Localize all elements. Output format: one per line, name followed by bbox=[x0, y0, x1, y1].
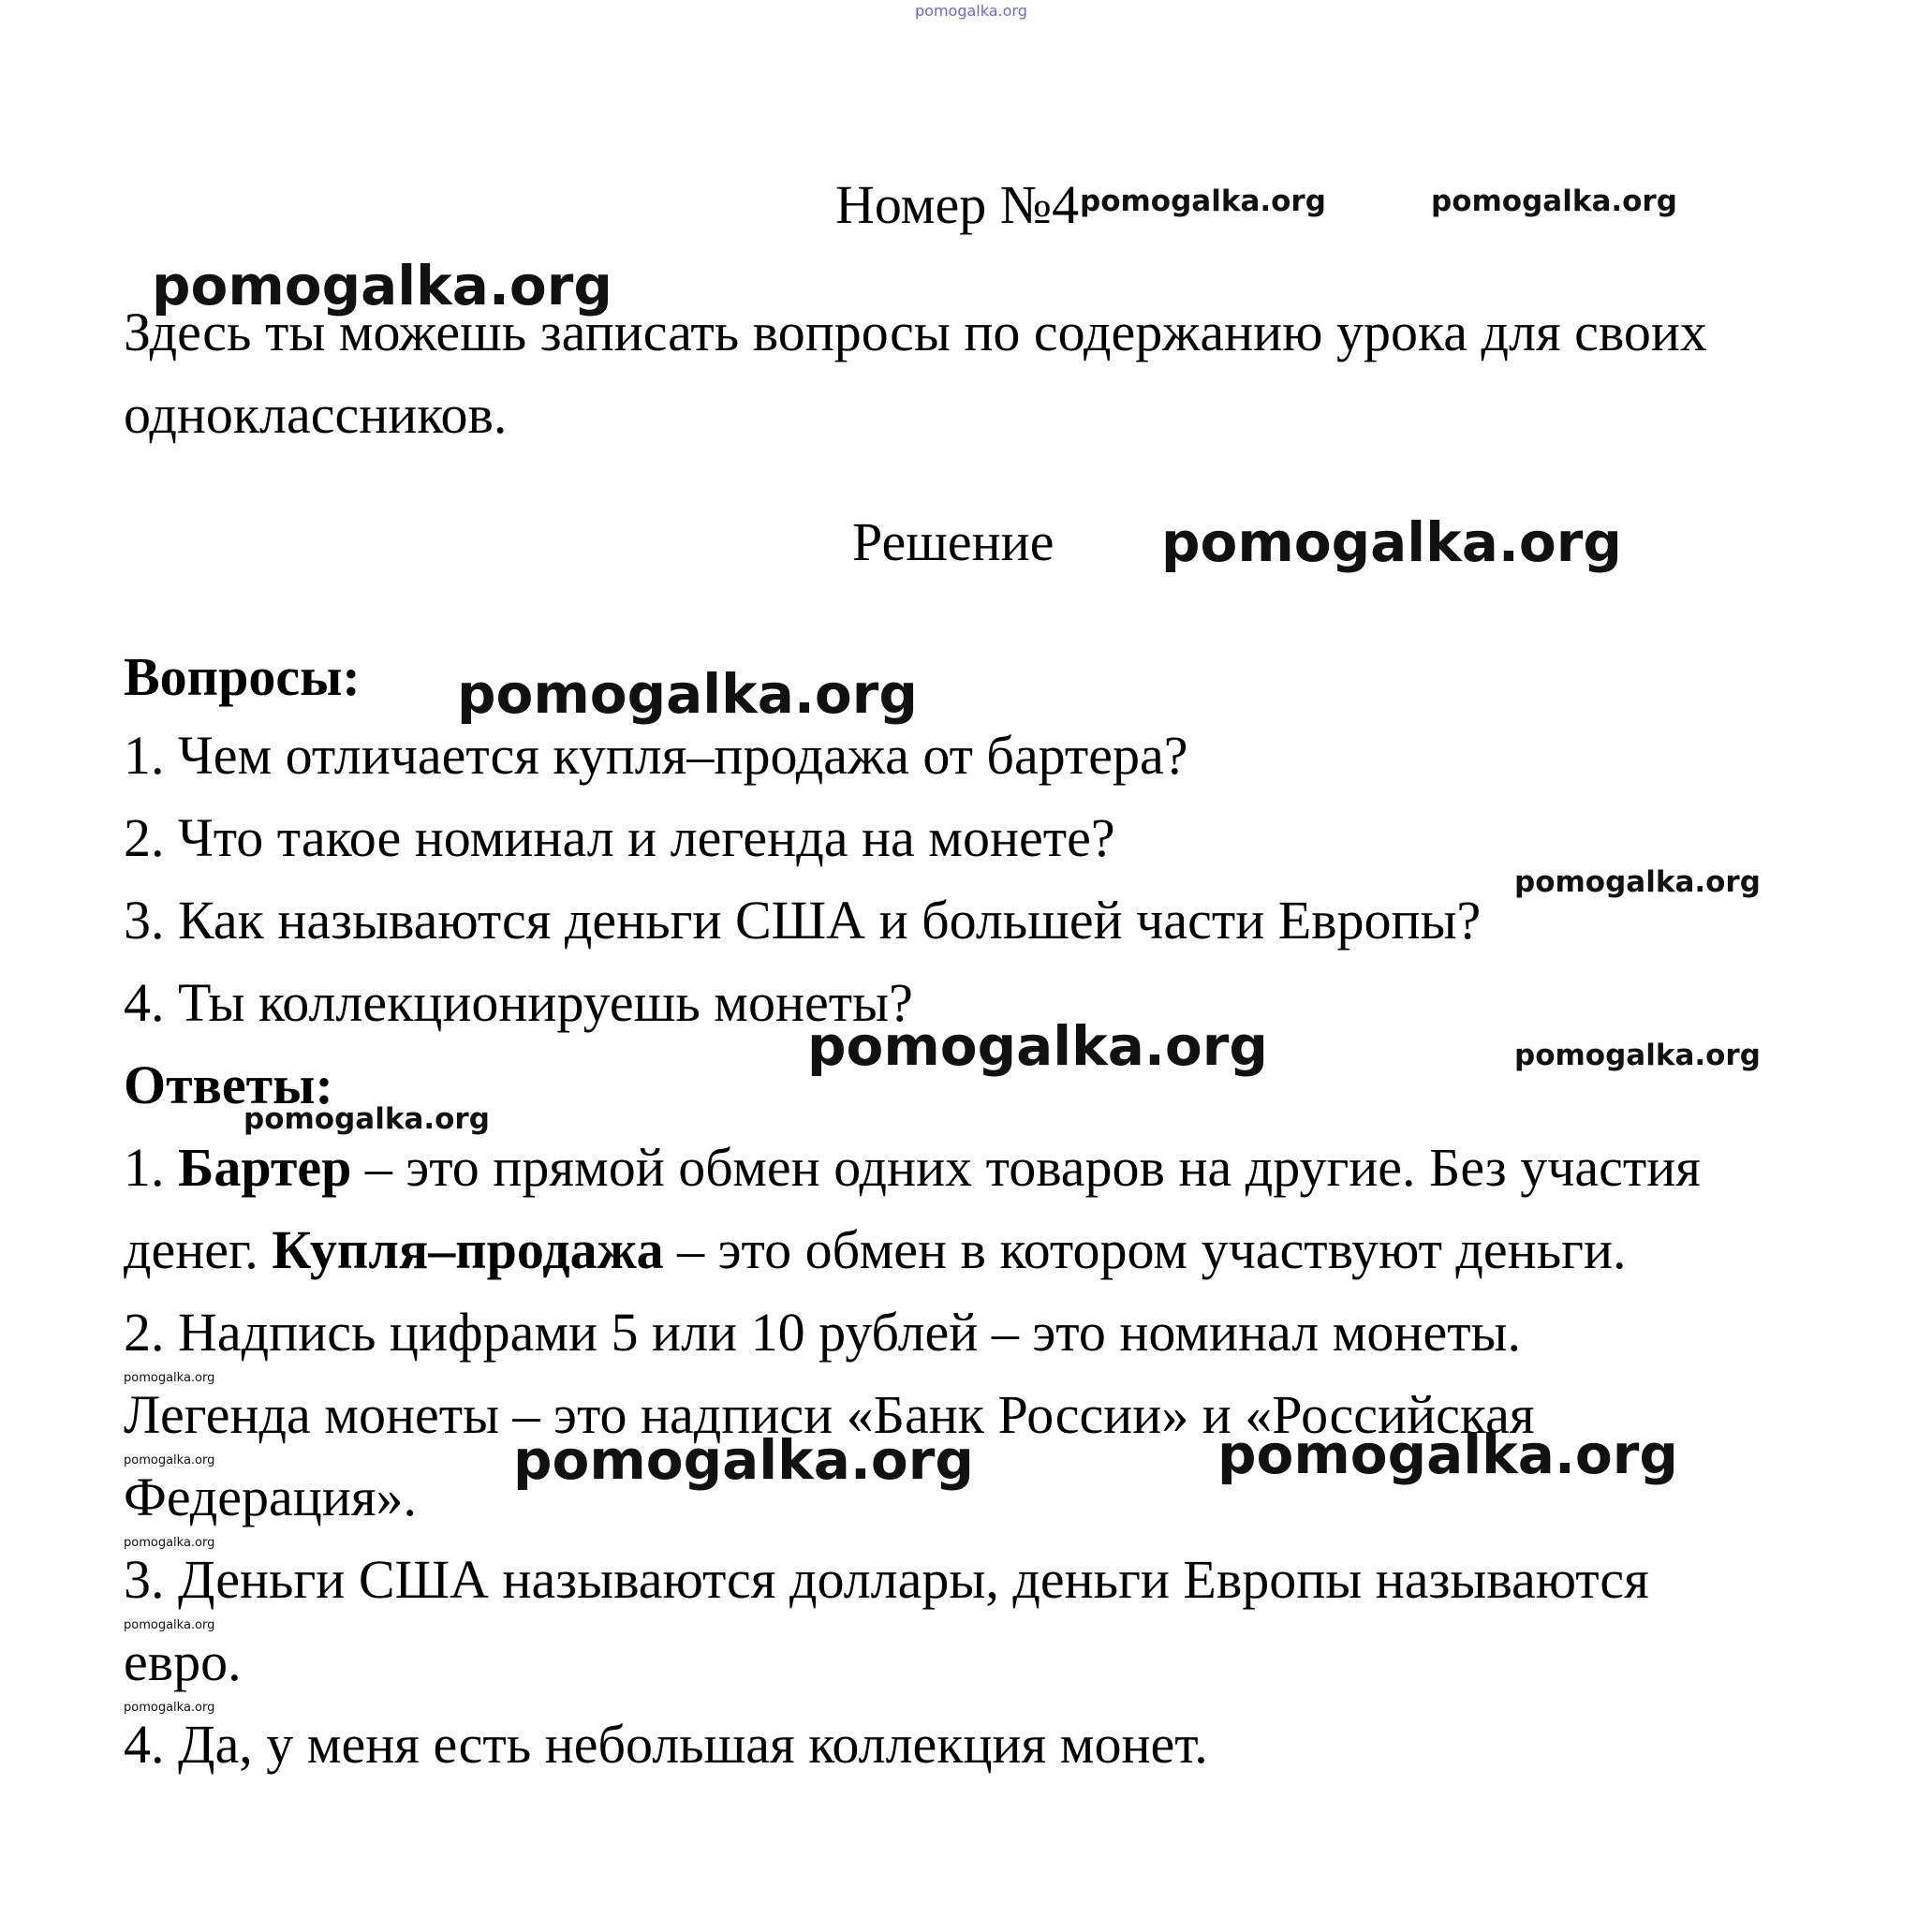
answer-1-line-2 bbox=[124, 1219, 1627, 1280]
definition-purchase-sale: – это обмен в котором участвуют деньги. bbox=[663, 1219, 1627, 1280]
answers-heading: Ответы: bbox=[124, 1054, 333, 1115]
watermark: pomogalka.org bbox=[1161, 510, 1622, 574]
answer-3-line-1: 3. Деньги США называются доллары, деньги Европы называются bbox=[124, 1549, 1649, 1610]
watermark: pomogalka.org bbox=[124, 1453, 215, 1467]
answer-2-line-1: 2. Надпись цифрами 5 или 10 рублей – это номинал монеты. bbox=[124, 1302, 1522, 1363]
watermark: pomogalka.org bbox=[124, 1618, 215, 1632]
watermark-top: pomogalka.org bbox=[915, 2, 1027, 20]
questions-heading: Вопросы: bbox=[124, 646, 361, 707]
answer-3-line-2: евро. bbox=[124, 1631, 242, 1692]
watermark: pomogalka.org bbox=[124, 1701, 215, 1715]
answer-2-line-3: Федерация». bbox=[124, 1467, 418, 1527]
definition-barter: – это прямой обмен одних товаров на другие. Без участия bbox=[351, 1137, 1701, 1198]
watermark: pomogalka.org bbox=[124, 1536, 215, 1550]
answer-2-line-2: Легенда монеты – это надписи «Банк России» и «Российская bbox=[124, 1384, 1535, 1445]
watermark: pomogalka.org bbox=[1431, 184, 1677, 218]
watermark: pomogalka.org bbox=[124, 1371, 215, 1385]
answer-number: 1. bbox=[124, 1137, 165, 1198]
question-item: 2. Что такое номинал и легенда на монете? bbox=[124, 807, 1115, 868]
term-purchase-sale: Купля–продажа bbox=[272, 1219, 664, 1280]
answer-text: денег. bbox=[124, 1219, 258, 1280]
question-item: 3. Как называются деньги США и большей части Европы? bbox=[124, 890, 1482, 951]
intro-line: одноклассников. bbox=[124, 384, 508, 445]
watermark: pomogalka.org bbox=[1514, 865, 1761, 899]
solution-heading: Решение bbox=[852, 511, 1054, 572]
page-title: Номер №4 bbox=[835, 174, 1080, 235]
watermark: pomogalka.org bbox=[152, 254, 612, 317]
answer-4: 4. Да, у меня есть небольшая коллекция монет. bbox=[124, 1714, 1208, 1775]
intro-line: Здесь ты можешь записать вопросы по содержанию урока для своих bbox=[124, 302, 1707, 362]
watermark: pomogalka.org bbox=[807, 1014, 1268, 1078]
question-item: 1. Чем отличается купля–продажа от бартера? bbox=[124, 725, 1188, 786]
watermark: pomogalka.org bbox=[1217, 1423, 1678, 1486]
answer-1-line-1 bbox=[124, 1137, 1701, 1198]
question-item: 4. Ты коллекционируешь монеты? bbox=[124, 972, 913, 1033]
watermark: pomogalka.org bbox=[1080, 184, 1326, 218]
watermark: pomogalka.org bbox=[457, 662, 918, 726]
term-barter: Бартер bbox=[178, 1137, 352, 1198]
watermark: pomogalka.org bbox=[1514, 1039, 1761, 1072]
watermark: pomogalka.org bbox=[513, 1428, 974, 1492]
watermark: pomogalka.org bbox=[243, 1102, 490, 1136]
